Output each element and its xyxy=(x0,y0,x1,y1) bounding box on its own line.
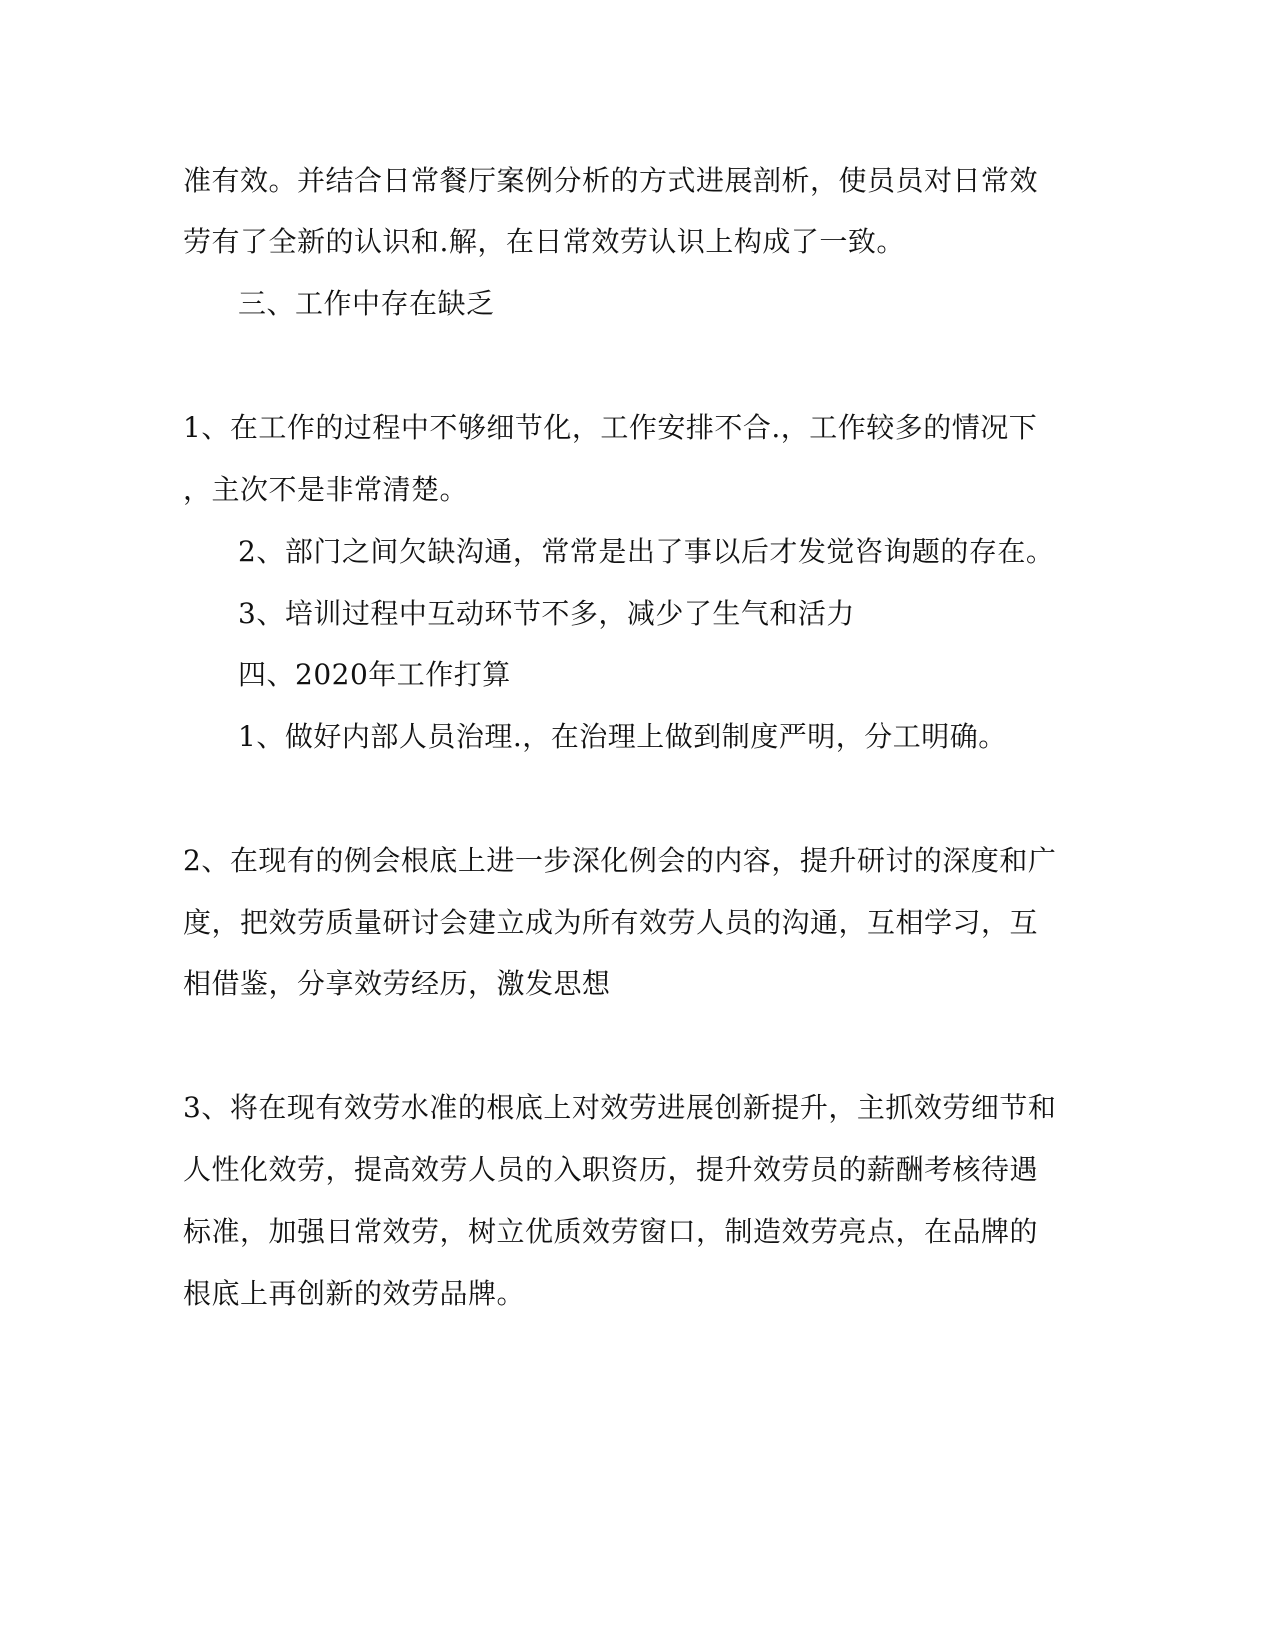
paragraph-line: 3、将在现有效劳水准的根底上对效劳进展创新提升，主抓效劳细节和 xyxy=(183,1091,1057,1124)
paragraph-line: 度，把效劳质量研讨会建立成为所有效劳人员的沟通，互相学习，互 xyxy=(183,906,1039,939)
list-item: 1、做好内部人员治理.，在治理上做到制度严明，分工明确。 xyxy=(238,720,1007,753)
paragraph-line: 人性化效劳，提高效劳人员的入职资历，提升效劳员的薪酬考核待遇 xyxy=(183,1153,1039,1186)
paragraph-line: 劳有了全新的认识和.解，在日常效劳认识上构成了一致。 xyxy=(183,225,905,258)
paragraph-line: 相借鉴，分享效劳经历，激发思想 xyxy=(183,967,611,1000)
paragraph-line: 准有效。并结合日常餐厅案例分析的方式进展剖析，使员员对日常效 xyxy=(183,164,1039,197)
list-item: 3、培训过程中互动环节不多，减少了生气和活力 xyxy=(238,597,855,630)
section-heading: 三、工作中存在缺乏 xyxy=(238,287,495,320)
list-item: 2、部门之间欠缺沟通，常常是出了事以后才发觉咨询题的存在。 xyxy=(238,535,1055,568)
paragraph-line: 根底上再创新的效劳品牌。 xyxy=(183,1277,526,1310)
paragraph-line: ，主次不是非常清楚。 xyxy=(183,473,469,506)
paragraph-line: 标准，加强日常效劳，树立优质效劳窗口，制造效劳亮点，在品牌的 xyxy=(183,1215,1039,1248)
paragraph-line: 2、在现有的例会根底上进一步深化例会的内容，提升研讨的深度和广 xyxy=(183,844,1057,877)
section-heading: 四、2020年工作打算 xyxy=(238,658,511,691)
paragraph-line: 1、在工作的过程中不够细节化，工作安排不合.，工作较多的情况下 xyxy=(183,411,1038,444)
